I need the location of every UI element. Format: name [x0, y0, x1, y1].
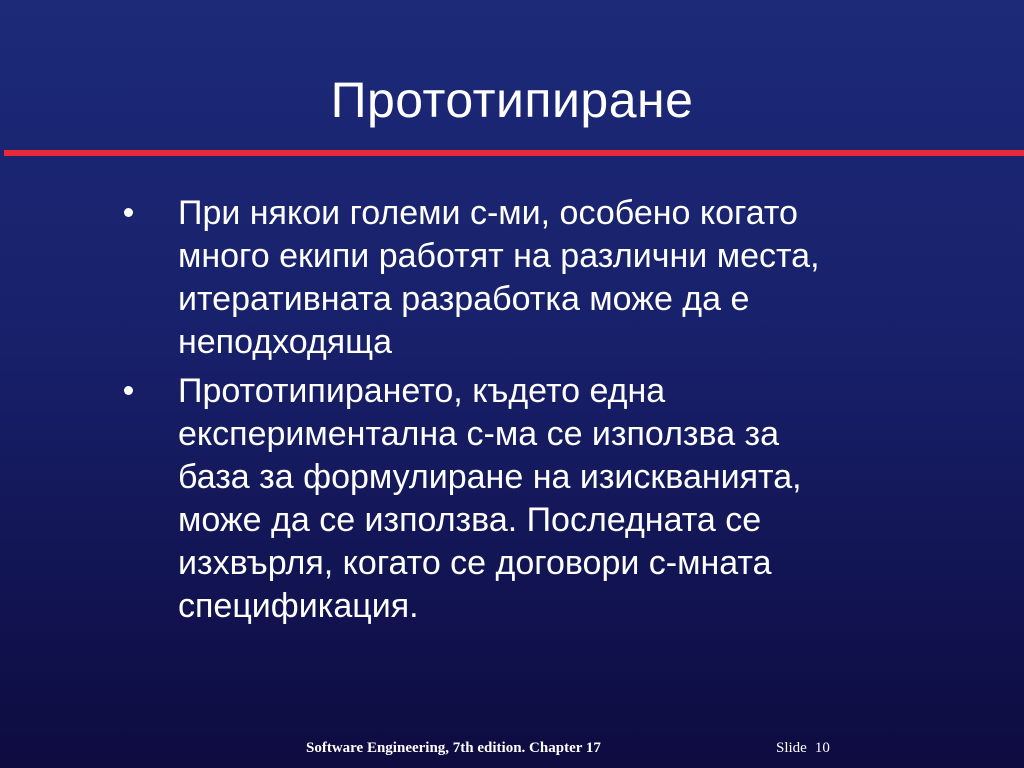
bullet-line: спецификация. — [178, 587, 419, 625]
bullet-line: изхвърля, когато се договори с-мната — [178, 544, 772, 582]
bullet-item-2 — [0, 370, 1024, 628]
bullet-list — [0, 192, 1024, 634]
bullet-text-2 — [178, 370, 958, 628]
bullet-line: експериментална с-ма се използва за — [178, 415, 780, 453]
title-underline — [4, 150, 1024, 156]
slide-title: Прототипиране — [330, 72, 694, 128]
bullet-text-1 — [178, 192, 958, 364]
bullet-line: много екипи работят на различни места, — [178, 237, 820, 275]
bullet-line: При някои големи с-ми, особено когато — [178, 194, 798, 232]
bullet-line: база за формулиране на изискванията, — [178, 458, 802, 496]
footer-title: Software Engineering, 7th edition. Chapter 17 — [306, 740, 601, 756]
bullet-dot-icon — [124, 386, 133, 395]
bullet-dot-icon — [124, 208, 133, 217]
footer-slide-indicator — [776, 738, 830, 758]
bullet-line: може да се използва. Последната се — [178, 501, 762, 539]
bullet-item-1 — [0, 192, 1024, 364]
slide-label: Slide — [776, 740, 807, 756]
slide-number: 10 — [814, 740, 830, 756]
bullet-line: Прототипирането, където една — [178, 372, 666, 410]
bullet-line: итеративната разработка може да е — [178, 280, 750, 318]
bullet-line: неподходяща — [178, 323, 393, 361]
